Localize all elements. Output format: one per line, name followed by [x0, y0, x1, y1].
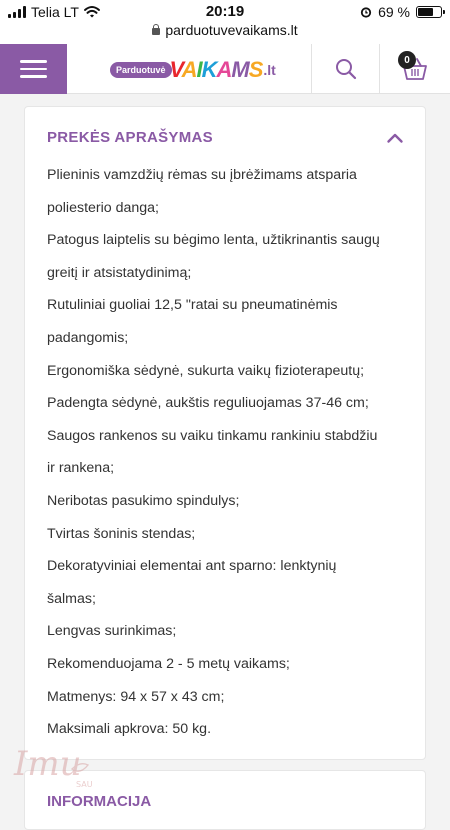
logo-letter: A — [216, 57, 232, 82]
description-line: Maksimali apkrova: 50 kg. — [47, 721, 212, 738]
description-line: Lengvas surinkimas; — [47, 623, 177, 640]
logo-letter: A — [181, 57, 197, 82]
description-line: ir rankena; — [47, 460, 115, 477]
battery-icon — [416, 6, 442, 18]
logo-letter: V — [169, 57, 182, 82]
description-line: Ergonomiška sėdynė, sukurta vaikų fizioterapeutų; — [47, 362, 365, 379]
site-logo[interactable] — [110, 56, 276, 84]
description-line: Rekomenduojama 2 - 5 metų vaikams; — [47, 655, 290, 672]
description-line: Padengta sėdynė, aukštis reguliuojamas 37-46 cm; — [47, 395, 369, 412]
imu-sau-watermark — [10, 735, 120, 795]
description-text — [47, 159, 409, 746]
description-line: šalmas; — [47, 590, 96, 607]
menu-icon-bar — [20, 60, 47, 63]
hamburger-menu-button[interactable] — [0, 44, 67, 94]
logo-letter: S — [248, 57, 263, 82]
status-bar — [0, 0, 450, 44]
description-line: Patogus laiptelis su bėgimo lenta, užtikrinantis saugų — [47, 232, 380, 249]
cart-count-badge: 0 — [398, 51, 416, 69]
search-icon — [335, 58, 357, 80]
cart-button[interactable] — [379, 44, 450, 94]
description-header[interactable] — [47, 129, 405, 149]
address-bar[interactable] — [0, 22, 450, 38]
description-line: Tvirtas šoninis stendas; — [47, 525, 196, 542]
chevron-up-icon[interactable] — [387, 133, 403, 143]
info-title: INFORMACIJA — [47, 793, 152, 810]
logo-wordmark — [170, 57, 263, 83]
carrier-label: Telia LT — [31, 4, 79, 20]
alarm-icon — [360, 6, 372, 18]
description-line: Matmenys: 94 x 57 x 43 cm; — [47, 688, 225, 705]
menu-icon-bar — [20, 68, 47, 71]
description-title: PREKĖS APRAŠYMAS — [47, 129, 213, 146]
product-description-panel — [24, 106, 426, 760]
description-line: Neribotas pasukimo spindulys; — [47, 492, 240, 509]
description-line: poliesterio danga; — [47, 199, 160, 216]
lock-icon — [152, 28, 160, 35]
description-line: Dekoratyviniai elementai ant sparno: lenktynių — [47, 558, 337, 575]
watermark-subtext: SAU — [76, 780, 93, 789]
logo-letter: M — [231, 57, 249, 82]
logo-pill: Parduotuvė — [110, 62, 172, 78]
url-text: parduotuvevaikams.lt — [165, 22, 298, 38]
site-header — [0, 44, 450, 94]
logo-letter: K — [201, 57, 217, 82]
description-line: Saugos rankenos su vaiku tinkamu rankiniu stabdžiu — [47, 427, 378, 444]
menu-icon-bar — [20, 75, 47, 78]
description-line: greitį ir atsistatydinimą; — [47, 264, 192, 281]
clock: 20:19 — [205, 3, 245, 20]
search-button[interactable] — [311, 44, 379, 94]
description-line: Plieninis vamzdžių rėmas su įbrėžimams atsparia — [47, 167, 357, 183]
status-right — [360, 4, 442, 20]
description-line: Rutuliniai guoliai 12,5 "ratai su pneumatinėmis — [47, 297, 338, 314]
logo-tld: .lt — [263, 62, 276, 78]
battery-percent: 69 % — [378, 4, 410, 20]
watermark-text: Imu — [14, 744, 82, 784]
description-line: padangomis; — [47, 329, 129, 346]
logo-letter: I — [196, 57, 202, 82]
